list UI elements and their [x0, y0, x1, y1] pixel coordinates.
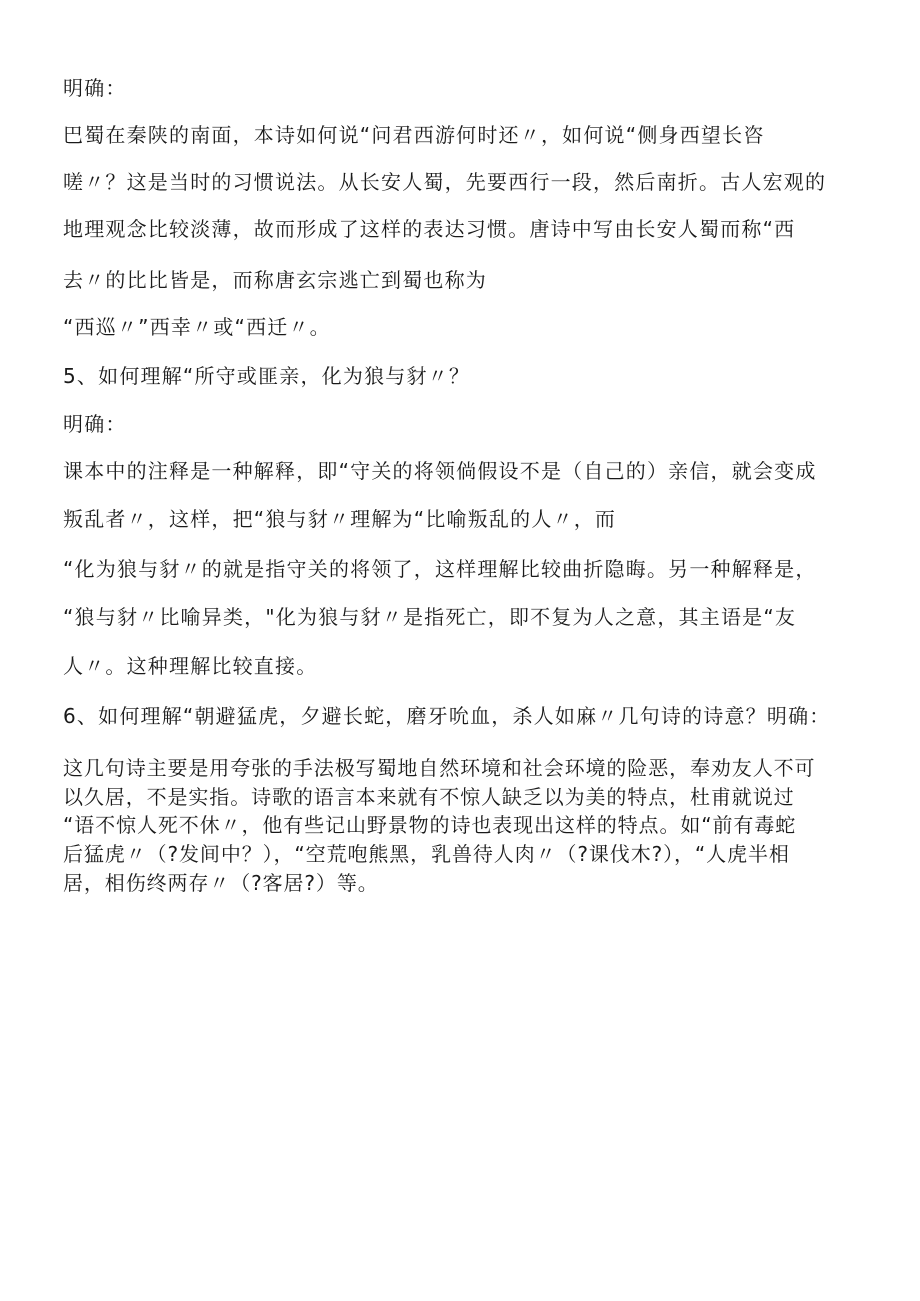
paragraph-line: “狼与豺〃比喻异类，"化为狼与豺〃是指死亡，即不复为人之意，其主语是“友	[63, 605, 797, 629]
question-heading: 6、如何理解“朝避猛虎，夕避长蛇，磨牙吮血，杀人如麻〃几句诗的诗意？明确：	[63, 704, 831, 728]
question-heading: 5、如何理解“所守或匪亲，化为狼与豺〃？	[63, 364, 471, 388]
paragraph-line: 叛乱者〃，这样，把“狼与豺〃理解为“比喻叛乱的人〃，而	[63, 507, 617, 531]
paragraph-line: 人〃。这种理解比较直接。	[63, 654, 318, 678]
paragraph-line: 巴蜀在秦陕的南面，本诗如何说“问君西游何时还〃，如何说“侧身西望长咨	[63, 123, 765, 147]
answer-label: 明确：	[63, 412, 127, 436]
paragraph-line: 去〃的比比皆是，而称唐玄宗逃亡到蜀也称为	[63, 268, 487, 292]
paragraph-line: 这几句诗主要是用夸张的手法极写蜀地自然环境和社会环境的险恶，奉劝友人不可	[63, 756, 816, 780]
paragraph-line: 地理观念比较淡薄，故而形成了这样的表达习惯。唐诗中写由长安人蜀而称“西	[63, 217, 796, 241]
paragraph-line: 嗟〃？这是当时的习惯说法。从长安人蜀，先要西行一段，然后南折。古人宏观的	[63, 170, 827, 194]
answer-label: 明确：	[63, 76, 127, 100]
paragraph-line: “语不惊人死不休〃，他有些记山野景物的诗也表现出这样的特点。如“前有毒蛇	[63, 813, 797, 837]
paragraph-line: 课本中的注释是一种解释，即“守关的将领倘假设不是（自己的）亲信，就会变成	[63, 459, 817, 483]
paragraph-line: 居，相伤终两存〃（?客居?）等。	[63, 871, 379, 895]
paragraph-line: “化为狼与豺〃的就是指守关的将领了，这样理解比较曲折隐晦。另一种解释是，	[63, 557, 817, 581]
paragraph-line: 后猛虎〃（?发间中？），“空荒咆熊黑，乳兽待人肉〃（?课伐木?），“人虎半相	[63, 842, 790, 866]
paragraph-line: “西巡〃”西幸〃或“西迁〃。	[63, 315, 331, 339]
paragraph-line: 以久居，不是实指。诗歌的语言本来就有不惊人缺乏以为美的特点，杜甫就说过	[63, 785, 795, 809]
